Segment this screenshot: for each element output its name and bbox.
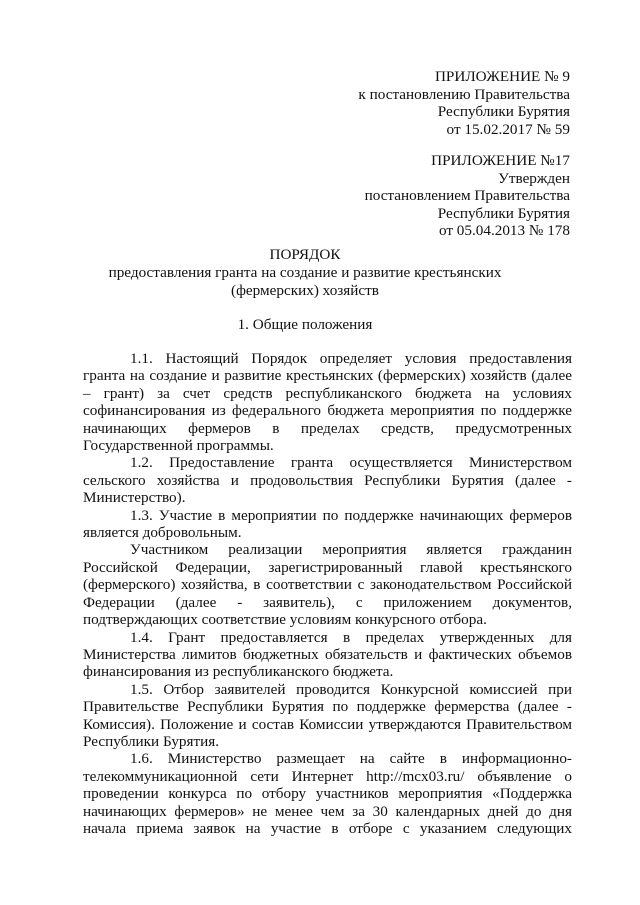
document-title [100,246,510,300]
paragraph-1-3: 1.3. Участие в мероприятии по поддержке начинающих фермеров является добровольным. [83,506,572,542]
appendix-9-line-3: Республики Бурятия [437,103,570,120]
title-subtitle-line-2: (фермерских) хозяйств [231,282,379,299]
paragraph-1-1: 1.1. Настоящий Порядок определяет условия предоставления гранта на создание и развитие крестьянских (фермерских) хозяйств (далее – грант) за счет средств республиканского бюджета на условиях софинансирования из федерального бюджета мероприятия по поддержке начинающих фермеров в пределах средств, предусмотренных Государственной программы. [83,350,572,455]
section-body [83,350,572,837]
appendix-9-line-2: к постановлению Правительства [358,85,570,103]
title-subtitle-line-1: предоставления гранта на создание и развитие крестьянских [108,264,502,281]
appendix-9-line-1: ПРИЛОЖЕНИЕ № 9 [434,68,570,85]
appendix-17-line-5: от 05.04.2013 № 178 [438,222,570,239]
appendix-9-line-4: от 15.02.2017 № 59 [446,120,570,138]
appendix-17-line-1: ПРИЛОЖЕНИЕ №17 [431,152,570,169]
appendix-17-line-2: Утвержден [498,169,570,187]
appendix-9-header [358,68,570,138]
appendix-17-header [365,152,570,240]
paragraph-1-2: 1.2. Предоставление гранта осуществляется Министерством сельского хозяйства и продовольствия Республики Бурятия (далее - Министерство). [83,454,572,507]
appendix-17-line-4: Республики Бурятия [437,204,570,222]
section-heading: 1. Общие положения [237,316,373,333]
appendix-17-line-3: постановлением Правительства [364,187,570,204]
paragraph-1-5: 1.5. Отбор заявителей проводится Конкурсной комиссией при Правительстве Республики Бурятия по поддержке фермерства (далее - Комиссия). Положение и состав Комиссии утверждаются Правительством Республики Бурятия. [83,680,572,750]
paragraph-1-4: 1.4. Грант предоставляется в пределах утвержденных для Министерства лимитов бюджетных обязательств и фактических объемов финансирования из республиканского бюджета. [83,628,572,681]
paragraph-participant: Участником реализации мероприятия является гражданин Российской Федерации, зарегистрированный главой крестьянского (фермерского) хозяйства, в соответствии с законодательством Российской Федерации (далее - заявитель), с приложением документов, подтверждающих соответствие условиям конкурсного отбора. [83,541,572,629]
paragraph-1-6: 1.6. Министерство размещает на сайте в информационно-телекоммуникационной сети Интернет http://mcx03.ru/ объявление о проведении конкурса по отбору участников мероприятия «Поддержка начинающих фермеров» не менее чем за 30 календарных дней до дня начала приема заявок на участие в отборе с указанием следующих [83,750,572,837]
title-main: ПОРЯДОК [269,246,341,263]
